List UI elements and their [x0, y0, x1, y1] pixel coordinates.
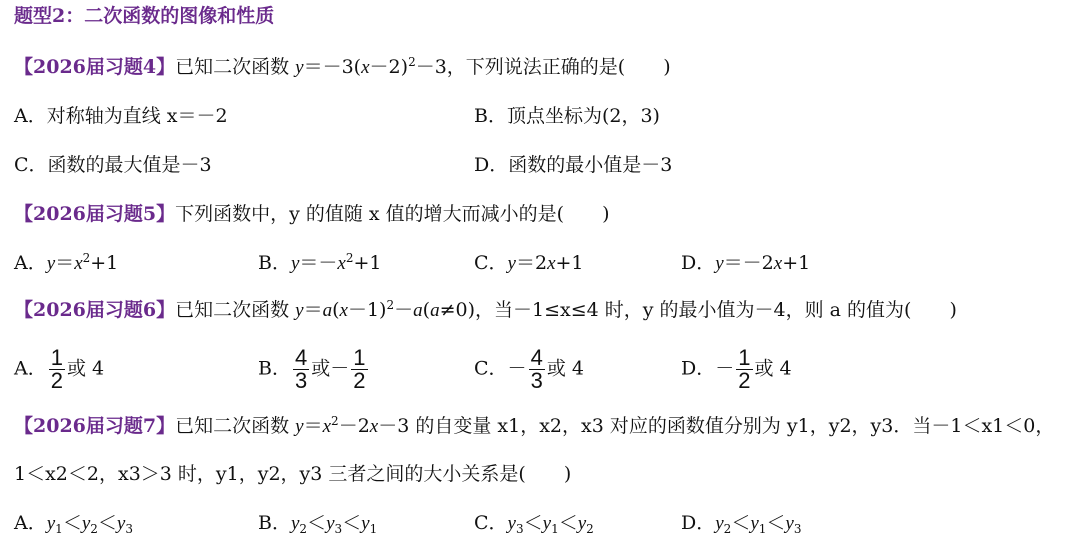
fraction: $\frac{1}{2}$ [50, 345, 63, 393]
question-7-option-a[interactable]: A．$y_1<y_2<y_3$ [14, 512, 133, 536]
fraction: $\frac{1}{2}$ [738, 345, 751, 393]
question-6-text-b: ，当－1≤x≤4 时，y 的最小值为－4，则 a 的值为( ) [474, 299, 957, 321]
question-4-tag: 【2026届习题4】 [14, 56, 176, 78]
question-4-option-a[interactable]: A．对称轴为直线 x＝－2 [14, 105, 228, 127]
question-5-option-a[interactable]: A．$y=x^2+1$ [14, 251, 119, 274]
question-7-stem-line-2: 1＜x2＜2，x3＞3 时，y1，y2，y3 三者之间的大小关系是( ) [14, 463, 572, 485]
question-7-formula: $y=x^2-2x-3$ [295, 414, 410, 437]
question-6-option-d[interactable]: D．－ $\frac{1}{2}$ 或 4 [681, 345, 792, 393]
question-6-option-c[interactable]: C．－ $\frac{4}{3}$ 或 4 [474, 345, 584, 393]
question-4-stem [14, 55, 671, 80]
question-4-text-a: 已知二次函数 [175, 56, 296, 78]
fraction: $\frac{4}{3}$ [530, 345, 543, 393]
question-5-option-c[interactable]: C．y＝2x+1 [474, 252, 584, 274]
question-6-option-a[interactable]: A． $\frac{1}{2}$ 或 4 [14, 345, 105, 393]
question-4-option-c[interactable]: C．函数的最大值是－3 [14, 154, 212, 176]
question-5-stem [14, 202, 610, 226]
question-7-tag: 【2026届习题7】 [14, 415, 176, 437]
question-5-option-b[interactable]: B．$y=-x^2+1$ [258, 251, 382, 274]
question-7-text-a: 已知二次函数 [175, 415, 296, 437]
question-4-option-b[interactable]: B．顶点坐标为(2，3) [474, 105, 660, 127]
section-title: 题型2：二次函数的图像和性质 [14, 5, 275, 27]
question-6-text-a: 已知二次函数 [175, 299, 296, 321]
question-4-formula: $y=-3(x-2)^2-3$ [295, 55, 447, 78]
question-5-text: 下列函数中，y 的值随 x 值的增大而减小的是( ) [175, 203, 610, 225]
question-7-stem-line-1 [14, 414, 1054, 439]
question-7-option-d[interactable]: D．$y_2<y_1<y_3$ [681, 512, 802, 536]
question-4-text-b: ，下列说法正确的是( ) [446, 56, 671, 78]
question-5-tag: 【2026届习题5】 [14, 203, 176, 225]
question-5-option-d[interactable]: D．y＝－2x+1 [681, 252, 811, 274]
question-7-text-b: 的自变量 x1，x2，x3 对应的函数值分别为 y1，y2，y3．当－1＜x1＜0， [409, 415, 1055, 437]
question-6-formula: $y=a(x-1)^2-a(a\ne 0)$ [295, 298, 475, 321]
question-6-tag: 【2026届习题6】 [14, 299, 176, 321]
question-4-option-d[interactable]: D．函数的最小值是－3 [474, 154, 673, 176]
question-7-option-c[interactable]: C．$y_3<y_1<y_2$ [474, 512, 594, 536]
question-6-stem [14, 298, 957, 323]
fraction: $\frac{4}{3}$ [294, 345, 308, 393]
question-6-option-b[interactable]: B． $\frac{4}{3}$ 或－ $\frac{1}{2}$ [258, 345, 366, 393]
fraction: $\frac{1}{2}$ [353, 345, 366, 393]
question-7-option-b[interactable]: B．$y_2<y_3<y_1$ [258, 512, 378, 536]
